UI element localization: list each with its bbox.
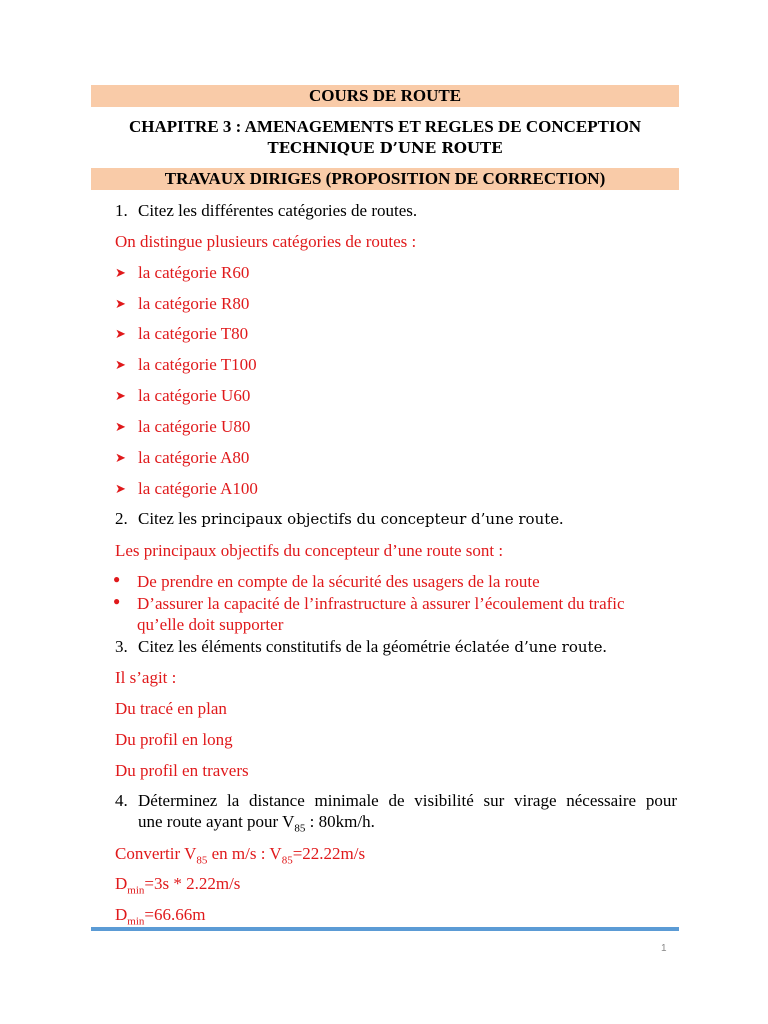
- arrow-icon: ➤: [115, 450, 126, 465]
- list-item: ➤ la catégorie R60: [115, 263, 250, 282]
- list-item: ➤ la catégorie T100: [115, 355, 257, 374]
- chapter-title-line1: CHAPITRE 3 : AMENAGEMENTS ET REGLES DE CONCEPTION: [128, 117, 642, 136]
- footer-rule: [91, 927, 679, 931]
- answer-3-intro: Il s’agit :: [115, 668, 177, 687]
- question-2: 2. Citez les principaux objectifs du concepteur d’une route.: [115, 509, 564, 528]
- chapter-title-line2-text: TECHNIQUE D’UNE ROUTE: [267, 139, 503, 157]
- arrow-icon: ➤: [115, 296, 126, 311]
- answer-4-step3: $D_{min}=66.66m$: [115, 905, 206, 928]
- chapter-title-line2: [91, 139, 679, 158]
- question-4-line1: 4. Déterminez la distance minimale de visibilité sur virage nécessaire pour: [115, 791, 677, 810]
- td-title: TRAVAUX DIRIGES (PROPOSITION DE CORRECTION): [91, 168, 679, 190]
- question-2-emphasis: principaux objectifs du concepteur d’une route: [201, 510, 560, 528]
- question-3: 3. Citez les éléments constitutifs de la géométrie éclatée d’une route.: [115, 637, 607, 656]
- question-1-text: Citez les différentes catégories de routes.: [138, 201, 418, 220]
- bullet-item: ● D’assurer la capacité de l’infrastructure à assurer l’écoulement du trafic: [113, 594, 625, 613]
- page-number: 1: [661, 943, 667, 954]
- question-1-number: 1.: [115, 201, 128, 220]
- question-2-number: 2.: [115, 509, 128, 528]
- course-title: COURS DE ROUTE: [91, 85, 679, 107]
- answer-4-step1: Convertir $V_{85}$ en m/s : $V_{85}=22.22m/s$: [115, 844, 366, 867]
- answer-3-item: Du tracé en plan: [115, 699, 227, 718]
- arrow-icon: ➤: [115, 326, 126, 341]
- arrow-icon: ➤: [115, 357, 126, 372]
- bullet-icon: ●: [113, 594, 121, 608]
- answer-3-item: Du profil en long: [115, 730, 233, 749]
- list-item: ➤ la catégorie R80: [115, 294, 250, 313]
- question-3-emphasis: éclatée d’une route: [454, 638, 603, 656]
- bullet-icon: ●: [113, 572, 121, 586]
- question-4-line2: une route ayant pour $V_{85}$ : 80km/h.: [138, 812, 375, 835]
- question-4-number: 4.: [115, 791, 128, 810]
- answer-4-step2: $D_{min}=3s * 2.22m/s$: [115, 874, 241, 897]
- list-item: ➤ la catégorie A80: [115, 448, 250, 467]
- arrow-icon: ➤: [115, 388, 126, 403]
- bullet-item: ● De prendre en compte de la sécurité des usagers de la route: [113, 572, 540, 591]
- list-item: ➤ la catégorie U60: [115, 386, 251, 405]
- arrow-icon: ➤: [115, 265, 126, 280]
- answer-3-item: Du profil en travers: [115, 761, 249, 780]
- bullet-item-continuation: qu’elle doit supporter: [137, 615, 284, 634]
- answer-1-intro: On distingue plusieurs catégories de routes :: [115, 232, 417, 251]
- question-3-number: 3.: [115, 637, 128, 656]
- arrow-icon: ➤: [115, 481, 126, 496]
- list-item: ➤ la catégorie A100: [115, 479, 258, 498]
- list-item: ➤ la catégorie U80: [115, 417, 251, 436]
- answer-2-intro: Les principaux objectifs du concepteur d’une route sont :: [115, 541, 504, 560]
- arrow-icon: ➤: [115, 419, 126, 434]
- question-1: [115, 201, 417, 221]
- list-item: ➤ la catégorie T80: [115, 324, 249, 343]
